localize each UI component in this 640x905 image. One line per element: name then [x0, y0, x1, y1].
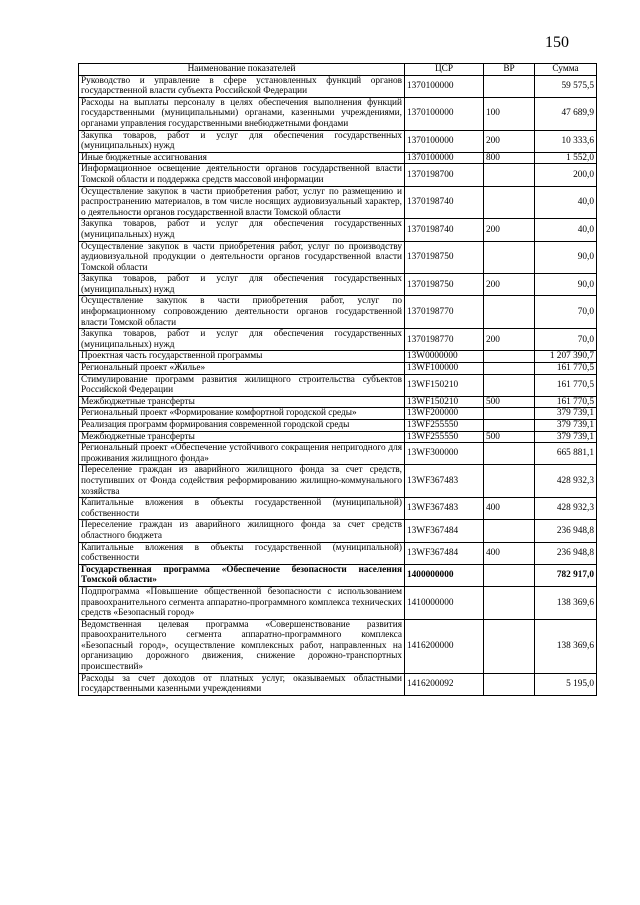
cell-sum: 161 770,5: [535, 396, 597, 408]
table-row: [79, 564, 597, 586]
table-body: [79, 75, 597, 695]
cell-vr: [484, 363, 535, 375]
cell-sum: 5 195,0: [535, 673, 597, 695]
cell-vr: [484, 465, 535, 498]
cell-vr: [484, 75, 535, 97]
cell-sum: 428 932,3: [535, 498, 597, 520]
header-name: Наименование показателей: [79, 64, 405, 76]
cell-csr: 1370198750: [405, 241, 484, 274]
cell-csr: 1400000000: [405, 564, 484, 586]
cell-name: Региональный проект «Жилье»: [79, 363, 405, 375]
cell-sum: 236 948,8: [535, 542, 597, 564]
cell-vr: [484, 586, 535, 619]
cell-sum: 40,0: [535, 186, 597, 219]
cell-name: Закупка товаров, работ и услуг для обеспечения государственных (муниципальных) нужд: [79, 130, 405, 152]
cell-vr: [484, 520, 535, 542]
cell-vr: [484, 241, 535, 274]
table-row: [79, 97, 597, 130]
table-row: [79, 363, 597, 375]
cell-vr: 200: [484, 329, 535, 351]
cell-vr: 800: [484, 152, 535, 164]
cell-sum: 428 932,3: [535, 465, 597, 498]
cell-name: Иные бюджетные ассигнования: [79, 152, 405, 164]
table-row: [79, 673, 597, 695]
table-row: [79, 329, 597, 351]
cell-name: Стимулирование программ развития жилищного строительства субъектов Российской Федерации: [79, 374, 405, 396]
cell-sum: 665 881,1: [535, 443, 597, 465]
cell-name: Осуществление закупок в части приобретения работ, услуг по информационному сопровождению деятельности органов государственной власти Томской области: [79, 296, 405, 329]
table-row: [79, 130, 597, 152]
cell-csr: 1370100000: [405, 75, 484, 97]
cell-sum: 90,0: [535, 241, 597, 274]
cell-name: Капитальные вложения в объекты государственной (муниципальной) собственности: [79, 542, 405, 564]
cell-vr: [484, 164, 535, 186]
cell-name: Государственная программа «Обеспечение безопасности населения Томской области»: [79, 564, 405, 586]
cell-csr: 1416200000: [405, 619, 484, 673]
cell-name: Расходы за счет доходов от платных услуг, оказываемых областными государственными казенными учреждениями: [79, 673, 405, 695]
cell-csr: 13WF100000: [405, 363, 484, 375]
cell-sum: 10 333,6: [535, 130, 597, 152]
cell-name: Региональный проект «Формирование комфортной городской среды»: [79, 408, 405, 420]
table-row: [79, 296, 597, 329]
cell-csr: 13WF255550: [405, 420, 484, 432]
cell-name: Осуществление закупок в части приобретения работ, услуг по производству аудиовизуальной продукции о деятельности органов государственной власти Томской области: [79, 241, 405, 274]
table-row: [79, 351, 597, 363]
budget-table: [78, 63, 597, 696]
cell-csr: 13W0000000: [405, 351, 484, 363]
cell-sum: 47 689,9: [535, 97, 597, 130]
cell-sum: 161 770,5: [535, 363, 597, 375]
cell-sum: 1 207 390,7: [535, 351, 597, 363]
cell-csr: 13WF367484: [405, 542, 484, 564]
cell-name: Переселение граждан из аварийного жилищного фонда за счет средств, поступивших от Фонда содействия реформированию жилищно-коммунального хозяйства: [79, 465, 405, 498]
cell-csr: 1370198770: [405, 329, 484, 351]
cell-sum: 70,0: [535, 296, 597, 329]
cell-csr: 13WF200000: [405, 408, 484, 420]
cell-name: Закупка товаров, работ и услуг для обеспечения государственных (муниципальных) нужд: [79, 329, 405, 351]
cell-csr: 13WF367484: [405, 520, 484, 542]
header-vr: ВР: [484, 64, 535, 76]
cell-csr: 13WF150210: [405, 374, 484, 396]
cell-name: Осуществление закупок в части приобретения работ, услуг по размещению и распространению материалов, в том числе носящих аудиовизуальный характер, о деятельности органов государственной власти Томской области: [79, 186, 405, 219]
cell-csr: 1370198770: [405, 296, 484, 329]
cell-name: Закупка товаров, работ и услуг для обеспечения государственных (муниципальных) нужд: [79, 219, 405, 241]
cell-name: Информационное освещение деятельности органов государственной власти Томской области и поддержка средств массовой информации: [79, 164, 405, 186]
cell-vr: 200: [484, 130, 535, 152]
cell-vr: 400: [484, 498, 535, 520]
cell-csr: 1370198740: [405, 186, 484, 219]
table-row: [79, 408, 597, 420]
cell-name: Межбюджетные трансферты: [79, 396, 405, 408]
table-row: [79, 186, 597, 219]
table-row: [79, 619, 597, 673]
cell-vr: [484, 564, 535, 586]
cell-name: Подпрограмма «Повышение общественной безопасности с использованием правоохранительного сегмента аппаратно-программного комплекса технических средств «Безопасный город»: [79, 586, 405, 619]
table-row: [79, 443, 597, 465]
cell-sum: 59 575,5: [535, 75, 597, 97]
cell-sum: 40,0: [535, 219, 597, 241]
cell-sum: 90,0: [535, 274, 597, 296]
cell-sum: 70,0: [535, 329, 597, 351]
table-row: [79, 152, 597, 164]
table-header-row: [79, 64, 597, 76]
table-row: [79, 164, 597, 186]
cell-vr: [484, 296, 535, 329]
table-row: [79, 520, 597, 542]
cell-name: Реализация программ формирования современной городской среды: [79, 420, 405, 432]
cell-csr: 1410000000: [405, 586, 484, 619]
cell-csr: 1370198700: [405, 164, 484, 186]
page-number: 150: [545, 34, 569, 51]
cell-csr: 13WF367483: [405, 498, 484, 520]
cell-name: Капитальные вложения в объекты государственной (муниципальной) собственности: [79, 498, 405, 520]
cell-name: Закупка товаров, работ и услуг для обеспечения государственных (муниципальных) нужд: [79, 274, 405, 296]
cell-name: Региональный проект «Обеспечение устойчивого сокращения непригодного для проживания жилищного фонда»: [79, 443, 405, 465]
cell-sum: 379 739,1: [535, 431, 597, 443]
table-row: [79, 542, 597, 564]
header-sum: Сумма: [535, 64, 597, 76]
cell-sum: 782 917,0: [535, 564, 597, 586]
table-row: [79, 75, 597, 97]
cell-name: Переселение граждан из аварийного жилищного фонда за счет средств областного бюджета: [79, 520, 405, 542]
cell-vr: [484, 443, 535, 465]
cell-vr: [484, 673, 535, 695]
cell-name: Руководство и управление в сфере установленных функций органов государственной власти субъекта Российской Федерации: [79, 75, 405, 97]
cell-sum: 1 552,0: [535, 152, 597, 164]
cell-sum: 138 369,6: [535, 586, 597, 619]
table-row: [79, 586, 597, 619]
cell-vr: [484, 374, 535, 396]
cell-vr: 200: [484, 274, 535, 296]
cell-csr: 13WF150210: [405, 396, 484, 408]
cell-name: Межбюджетные трансферты: [79, 431, 405, 443]
cell-csr: 1370198740: [405, 219, 484, 241]
table-row: [79, 420, 597, 432]
cell-vr: [484, 351, 535, 363]
table-row: [79, 274, 597, 296]
cell-sum: 161 770,5: [535, 374, 597, 396]
cell-vr: 400: [484, 542, 535, 564]
cell-csr: 1416200092: [405, 673, 484, 695]
cell-vr: [484, 420, 535, 432]
cell-sum: 379 739,1: [535, 408, 597, 420]
table-row: [79, 396, 597, 408]
cell-vr: [484, 186, 535, 219]
cell-vr: 100: [484, 97, 535, 130]
table-row: [79, 498, 597, 520]
cell-vr: 500: [484, 431, 535, 443]
cell-sum: 138 369,6: [535, 619, 597, 673]
cell-name: Проектная часть государственной программы: [79, 351, 405, 363]
cell-vr: 500: [484, 396, 535, 408]
cell-vr: [484, 408, 535, 420]
cell-csr: 1370100000: [405, 130, 484, 152]
cell-name: Ведомственная целевая программа «Совершенствование развития правоохранительного сегмента аппаратно-программного комплекса «Безопасный город», осуществление комплексных работ, направленных на организацию дорожного движения, снижение дорожно-транспортных происшествий»: [79, 619, 405, 673]
table-row: [79, 374, 597, 396]
table-row: [79, 219, 597, 241]
cell-csr: 1370198750: [405, 274, 484, 296]
cell-csr: 1370100000: [405, 97, 484, 130]
cell-csr: 13WF300000: [405, 443, 484, 465]
cell-name: Расходы на выплаты персоналу в целях обеспечения выполнения функций государственными (муниципальными) органами, казенными учреждениями, органами управления государственными внебюджетными фондами: [79, 97, 405, 130]
table-row: [79, 465, 597, 498]
cell-sum: 379 739,1: [535, 420, 597, 432]
cell-vr: [484, 619, 535, 673]
header-csr: ЦСР: [405, 64, 484, 76]
cell-csr: 13WF255550: [405, 431, 484, 443]
table-row: [79, 241, 597, 274]
cell-csr: 13WF367483: [405, 465, 484, 498]
cell-sum: 200,0: [535, 164, 597, 186]
cell-csr: 1370100000: [405, 152, 484, 164]
cell-vr: 200: [484, 219, 535, 241]
cell-sum: 236 948,8: [535, 520, 597, 542]
table-row: [79, 431, 597, 443]
